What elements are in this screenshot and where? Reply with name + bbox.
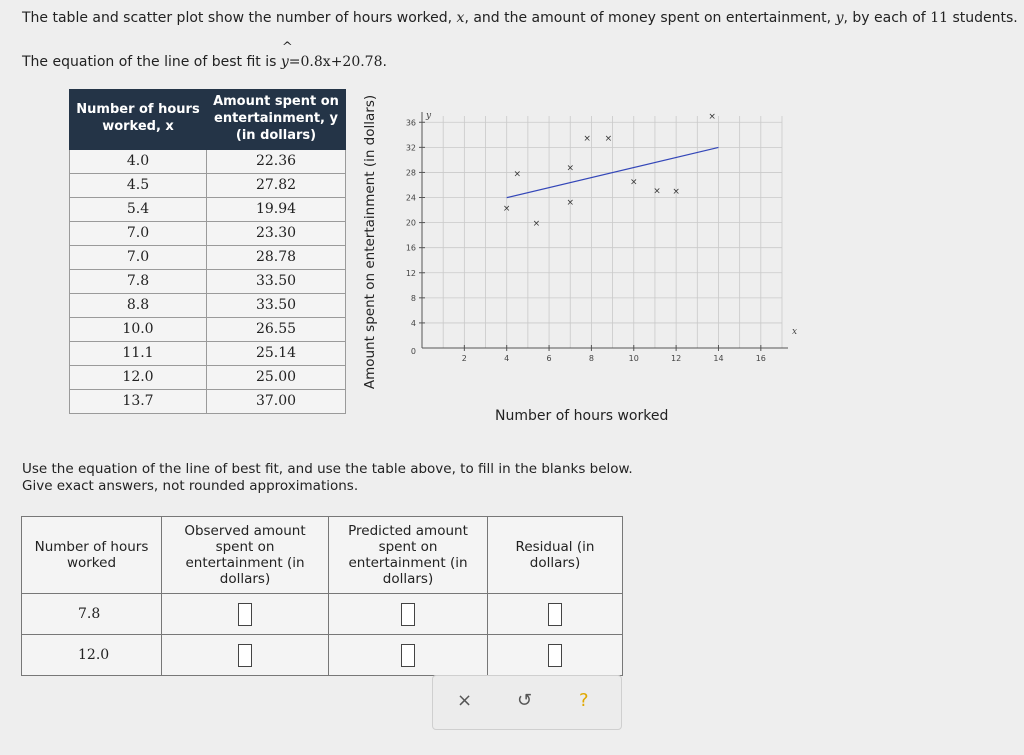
amount-cell: 19.94 xyxy=(207,197,346,221)
x-tick-label: 6 xyxy=(546,354,552,363)
residual-input[interactable] xyxy=(548,644,562,667)
table-row xyxy=(70,365,346,389)
table-row xyxy=(70,317,346,341)
x-tick-label: 14 xyxy=(713,354,724,363)
ans-header-residual: Residual (in dollars) xyxy=(488,517,623,594)
predicted-input[interactable] xyxy=(401,603,415,626)
y-hat: ^ y xyxy=(281,54,289,70)
x-axis-var: x xyxy=(792,327,798,337)
x-axis-title: Number of hours worked xyxy=(495,408,669,424)
data-point: × xyxy=(708,112,716,122)
scatter-plot xyxy=(360,94,798,390)
hours-cell: 7.0 xyxy=(70,221,207,245)
predicted-input[interactable] xyxy=(401,644,415,667)
best-fit-equation: The equation of the line of best fit is ^ y=0.8x+20.78. xyxy=(22,54,387,70)
amount-cell: 27.82 xyxy=(207,173,346,197)
data-point: × xyxy=(532,218,541,229)
ans-hours: 12.0 xyxy=(22,635,162,676)
x-tick-label: 8 xyxy=(588,354,594,363)
y-tick-label: 12 xyxy=(405,268,416,278)
x-tick-label: 10 xyxy=(628,354,639,363)
data-point: × xyxy=(566,163,575,174)
amount-cell: 26.55 xyxy=(207,317,346,341)
data-point: × xyxy=(513,169,522,180)
residual-input[interactable] xyxy=(548,603,562,626)
hours-cell: 8.8 xyxy=(70,293,207,317)
amount-cell: 22.36 xyxy=(207,149,346,173)
x-tick-label: 12 xyxy=(671,354,682,363)
y-axis-title: Amount spent on entertainment (in dollars) xyxy=(362,94,378,390)
table-row xyxy=(70,245,346,269)
hours-cell: 12.0 xyxy=(70,365,207,389)
y-tick-label: 8 xyxy=(410,293,416,303)
hours-cell: 5.4 xyxy=(70,197,207,221)
table-row xyxy=(70,341,346,365)
amount-cell: 25.14 xyxy=(207,341,346,365)
table-row xyxy=(70,173,346,197)
header-hours: Number of hours worked, x xyxy=(70,90,207,150)
observed-input[interactable] xyxy=(238,603,252,626)
instructions xyxy=(22,461,633,495)
amount-cell: 33.50 xyxy=(207,269,346,293)
answer-table xyxy=(21,516,623,676)
table-row xyxy=(70,269,346,293)
hours-cell: 4.5 xyxy=(70,173,207,197)
problem-intro: The table and scatter plot show the number of hours worked, x, and the amount of money spent on entertainment, y, by each of 11 students. xyxy=(22,10,1018,26)
origin-label: 0 xyxy=(410,347,416,356)
instructions-line-1: Use the equation of the line of best fit, and use the table above, to fill in the blanks below. xyxy=(22,461,633,477)
hours-cell: 7.0 xyxy=(70,245,207,269)
help-icon[interactable]: ? xyxy=(579,690,589,711)
x-tick-label: 16 xyxy=(755,354,766,363)
y-tick-label: 4 xyxy=(410,318,416,328)
hours-cell: 11.1 xyxy=(70,341,207,365)
table-row xyxy=(70,221,346,245)
ans-header-hours: Number of hours worked xyxy=(22,517,162,594)
ans-header-predicted: Predicted amount spent on entertainment (in dollars) xyxy=(329,517,488,594)
amount-cell: 37.00 xyxy=(207,389,346,413)
amount-cell: 25.00 xyxy=(207,365,346,389)
y-tick-label: 36 xyxy=(405,118,416,128)
undo-icon[interactable]: ↺ xyxy=(517,690,533,711)
y-tick-label: 16 xyxy=(405,243,416,253)
hours-cell: 13.7 xyxy=(70,389,207,413)
data-point: × xyxy=(672,187,680,198)
y-tick-label: 24 xyxy=(405,193,416,203)
amount-cell: 28.78 xyxy=(207,245,346,269)
data-point: × xyxy=(653,186,661,197)
clear-icon[interactable]: × xyxy=(457,690,473,711)
y-tick-label: 20 xyxy=(405,218,416,228)
data-point: × xyxy=(502,203,511,214)
ans-hours: 7.8 xyxy=(22,594,162,635)
table-row xyxy=(70,197,346,221)
answer-row xyxy=(22,594,623,635)
hours-cell: 10.0 xyxy=(70,317,207,341)
data-table xyxy=(69,89,346,414)
amount-cell: 33.50 xyxy=(207,293,346,317)
hours-cell: 4.0 xyxy=(70,149,207,173)
data-point: × xyxy=(583,133,591,144)
amount-cell: 23.30 xyxy=(207,221,346,245)
answer-row xyxy=(22,635,623,676)
data-point: × xyxy=(566,197,575,208)
instructions-line-2: Give exact answers, not rounded approximations. xyxy=(22,478,359,494)
y-tick-label: 32 xyxy=(405,143,416,153)
table-row xyxy=(70,293,346,317)
hours-cell: 7.8 xyxy=(70,269,207,293)
data-point: × xyxy=(629,177,638,188)
x-tick-label: 4 xyxy=(504,354,510,363)
y-axis-var: y xyxy=(426,111,432,121)
table-row xyxy=(70,389,346,413)
answer-toolbar xyxy=(432,675,622,730)
x-tick-label: 2 xyxy=(461,354,467,363)
observed-input[interactable] xyxy=(238,644,252,667)
header-amount: Amount spent on entertainment, y (in dollars) xyxy=(207,90,346,150)
table-row xyxy=(70,149,346,173)
y-tick-label: 28 xyxy=(405,168,416,178)
data-point: × xyxy=(604,133,613,144)
ans-header-observed: Observed amount spent on entertainment (in dollars) xyxy=(162,517,329,594)
